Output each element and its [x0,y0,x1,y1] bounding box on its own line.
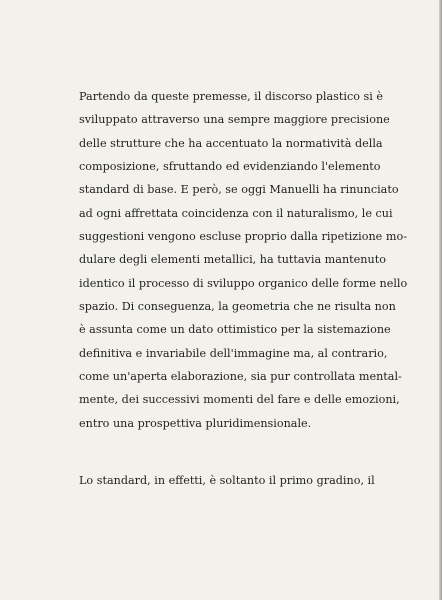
text-line: sviluppato attraverso una sempre maggiore precisione [79,113,390,127]
text-line: standard di base. E però, se oggi Manuelli ha rinunciato [79,183,399,197]
text-line: suggestioni vengono escluse proprio dalla ripetizione mo- [79,230,407,244]
text-line: spazio. Di conseguenza, la geometria che ne risulta non [79,300,396,314]
text-line: è assunta come un dato ottimistico per la sistemazione [79,323,391,337]
text-line: entro una prospettiva pluridimensionale. [79,416,312,430]
paragraph-2 [79,469,375,492]
text-line: composizione, sfruttando ed evidenziando l'elemento [79,160,381,174]
text-line: definitiva e invariabile dell'immagine ma, al contrario, [79,346,388,360]
text-line: delle strutture che ha accentuato la normatività della [79,136,383,150]
text-line: Lo standard, in effetti, è soltanto il primo gradino, il [79,474,375,487]
text-line: come un'aperta elaborazione, sia pur controllata mental- [79,370,402,384]
text-line: dulare degli elementi metallici, ha tuttavia mantenuto [79,253,386,267]
text-line: mente, dei successivi momenti del fare e delle emozioni, [79,393,400,407]
text-line: ad ogni affrettata coincidenza con il naturalismo, le cui [79,206,393,220]
text-line: identico il processo di sviluppo organico delle forme nello [79,276,408,290]
paragraph-1 [79,85,408,435]
text-line: Partendo da queste premesse, il discorso plastico si è [79,90,384,103]
